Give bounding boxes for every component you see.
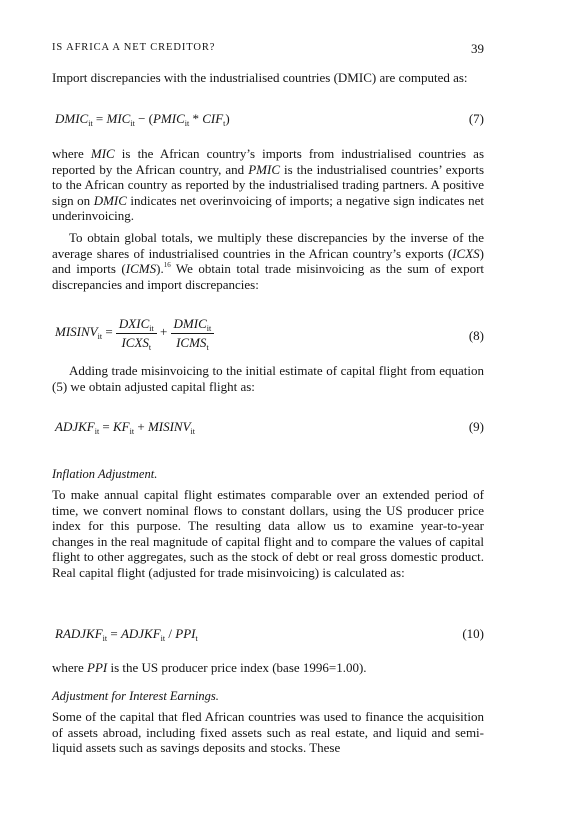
eq-sub: t [148, 343, 152, 352]
eq-op: / [165, 626, 176, 641]
running-title: IS AFRICA A NET CREDITOR? [52, 42, 216, 53]
fraction-denominator [116, 334, 157, 351]
eq-var: ICMS [176, 335, 207, 350]
eq-var: MIC [106, 111, 131, 126]
paragraph-text [52, 230, 484, 292]
paragraph-import-discrepancies [52, 70, 484, 86]
eq-op: − ( [134, 111, 153, 126]
paragraph-ppi-definition [52, 660, 484, 676]
eq-sub: it [160, 634, 166, 643]
paragraph-text: Some of the capital that fled African countries was used to finance the acquisition of assets abroad, including fixed assets such as real estate, and liquid and semi-liquid assets such as savings deposits and stocks. These [52, 709, 484, 756]
fraction-numerator [171, 316, 215, 334]
eq-var: DMIC [173, 316, 207, 331]
variable: ICXS [452, 245, 480, 261]
equation-number: (7) [468, 111, 484, 126]
paragraph-text: To make annual capital flight estimates comparable over an extended period of time, we convert nominal flows to constant dollars, using the US producer price index for this purpose. The resulting data allow us to examine year-to-year changes in the real magnitude of capital flight and to compare the values of capital flight to other aggregates, such as the stock of debt or real gross domestic product. Real capital flight (adjusted for trade misinvoicing) is calculated as: [52, 487, 484, 580]
text-run: is the US producer price index (base 1996=1.00). [107, 660, 367, 675]
eq-sub: t [206, 343, 209, 352]
eq-op: = [107, 626, 121, 641]
eq-sub: t [223, 119, 226, 128]
eq-sub: it [206, 324, 212, 333]
text-run: ). [156, 261, 164, 277]
paragraph-text: Adding trade misinvoicing to the initial estimate of capital flight from equation (5) we obtain adjusted capital flight as: [52, 363, 484, 394]
eq-var: DXIC [118, 316, 150, 331]
eq-sub: it [102, 634, 108, 643]
eq-var: ICXS [121, 335, 149, 350]
variable: DMIC [93, 192, 127, 208]
eq-var: ADJKF [55, 419, 95, 434]
fraction [171, 316, 215, 351]
eq-var: MISINV [55, 324, 98, 340]
equation-number: (10) [462, 626, 484, 641]
text-run: indicates net overinvoicing of imports; a negative sign indicates net underinvoicing. [52, 192, 484, 224]
equation-body [55, 419, 195, 434]
fraction-denominator [171, 334, 215, 351]
section-heading-inflation [52, 467, 484, 482]
eq-var: PPI [175, 626, 196, 641]
fraction-numerator [116, 316, 157, 334]
text-run: To obtain global totals, we multiply these discrepancies by the inverse of the average shares of industrialised countries in the African country’s exports ( [52, 230, 484, 261]
eq-sub: it [97, 332, 103, 342]
equation-8 [55, 316, 484, 351]
eq-var: KF [113, 419, 130, 434]
eq-op: = [99, 419, 114, 434]
text-run: is the industrialised countries’ exports to the African country as reported by the industrialised trading partners. A positive sign on [52, 161, 485, 208]
equation-number: (8) [468, 328, 484, 343]
text-run: where [52, 146, 91, 161]
variable: ICMS [125, 261, 157, 277]
text-run: ) and imports ( [52, 245, 484, 277]
paragraph-assets-abroad [52, 709, 484, 756]
eq-sub: it [130, 119, 135, 128]
eq-sub: it [190, 427, 195, 436]
fraction [116, 316, 157, 351]
equation-7 [55, 111, 484, 127]
equation-number: (9) [468, 419, 484, 434]
text-run: We obtain total trade misinvoicing as the sum of export discrepancies and import discrepancies: [52, 261, 485, 292]
eq-sub: it [149, 324, 154, 333]
equation-body [55, 316, 214, 352]
eq-var: PMIC [152, 111, 185, 126]
text-run: is the African country’s imports from industrialised countries as reported by the African country, and [52, 146, 484, 177]
paragraph-annual-estimates [52, 487, 484, 581]
eq-op: + [134, 419, 148, 434]
eq-var: CIF [202, 111, 224, 126]
eq-var: RADJKF [55, 626, 103, 641]
running-header [52, 42, 484, 56]
eq-var: MISINV [147, 419, 191, 434]
eq-var: DMIC [55, 111, 89, 126]
equation-body [55, 111, 230, 126]
paragraph-text [52, 146, 484, 224]
eq-sub: it [129, 427, 135, 436]
variable: PPI [87, 660, 108, 675]
equation-body [55, 626, 198, 641]
eq-sub: it [184, 119, 190, 128]
eq-op: * [189, 111, 203, 126]
paragraph-global-totals [52, 230, 484, 292]
eq-var: ADJKF [120, 626, 161, 641]
eq-op: ) [225, 111, 230, 126]
text-run: where [52, 660, 88, 675]
paragraph-adding-misinvoicing [52, 363, 484, 394]
eq-sub: it [88, 119, 93, 128]
eq-op: = [92, 111, 107, 126]
equation-10 [55, 626, 484, 642]
variable: MIC [90, 146, 115, 161]
section-heading: Adjustment for Interest Earnings. [52, 689, 219, 703]
eq-op: + [156, 324, 171, 340]
paragraph-text: Import discrepancies with the industrialised countries (DMIC) are computed as: [52, 70, 468, 85]
page-number: 39 [471, 41, 484, 56]
paragraph-mic-definition [52, 146, 484, 224]
section-heading-interest [52, 689, 484, 704]
section-heading: Inflation Adjustment. [52, 467, 158, 481]
footnote-marker: 16 [163, 261, 171, 270]
eq-op: = [102, 324, 116, 340]
eq-sub: it [94, 427, 100, 436]
paragraph-text [52, 660, 484, 676]
equation-9 [55, 419, 484, 435]
variable: PMIC [248, 161, 280, 177]
eq-sub: t [195, 634, 198, 643]
